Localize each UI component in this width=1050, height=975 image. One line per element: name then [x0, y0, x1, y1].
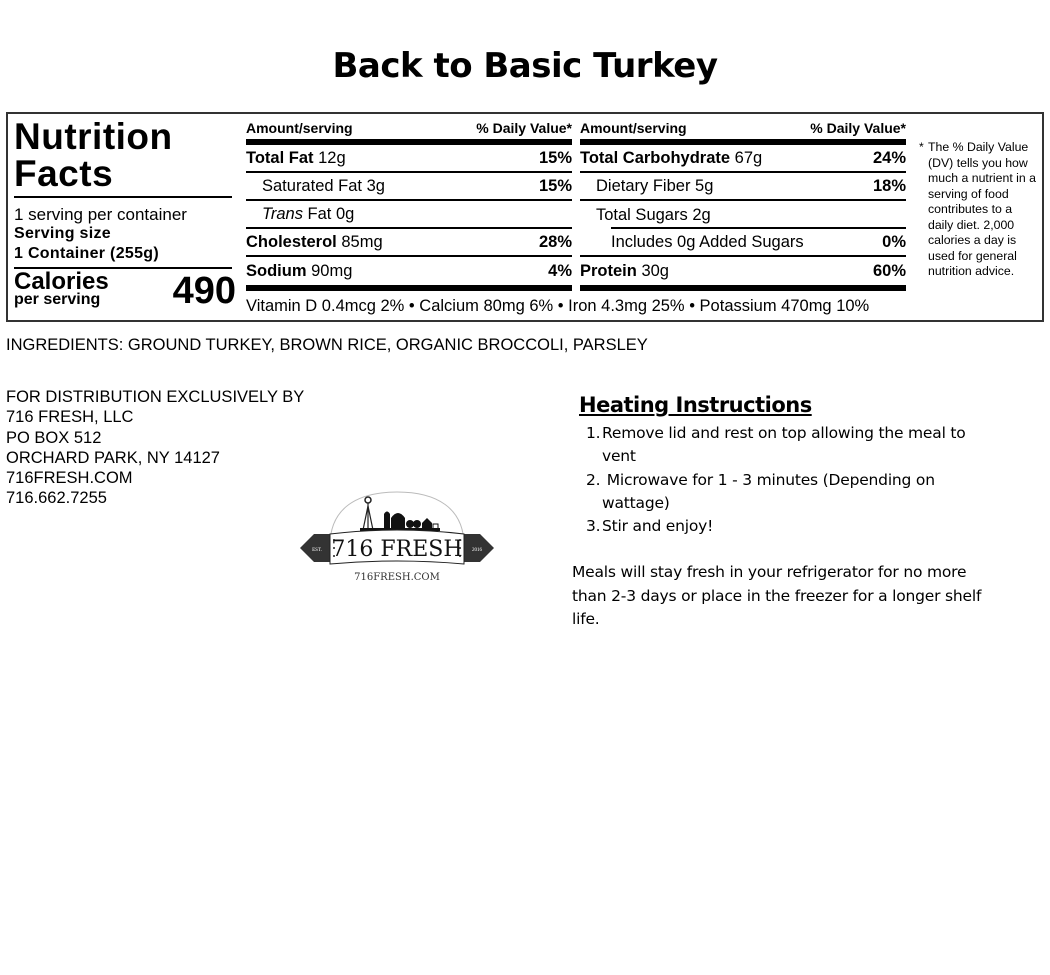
heating-instructions — [572, 390, 1002, 631]
calories-value: 490 — [172, 270, 236, 312]
step-text: Stir and enjoy! — [602, 517, 714, 536]
daily-value-footnote — [920, 140, 1040, 280]
nutrient-dv: 0% — [882, 232, 906, 251]
heating-step — [572, 469, 1002, 516]
step-text: Remove lid and rest on top allowing the meal to vent — [602, 424, 966, 466]
ingredients-list: INGREDIENTS: GROUND TURKEY, BROWN RICE, ORGANIC BROCCOLI, PARSLEY — [6, 336, 648, 354]
footnote-asterisk: * — [919, 140, 924, 154]
nutrient-column-right — [580, 120, 906, 291]
nutrient-name: Total Sugars — [596, 205, 688, 224]
nutrient-amount: 90mg — [311, 261, 353, 280]
nutrient-row-sodium — [246, 257, 572, 285]
amount-per-serving-header: Amount/serving — [580, 120, 687, 136]
nutrition-facts-summary — [14, 116, 236, 315]
nutrient-row-saturated-fat — [246, 173, 572, 201]
logo-est-left: EST. — [312, 548, 322, 553]
nutrient-dv: 15% — [538, 176, 572, 195]
distributor-city-state-zip: ORCHARD PARK, NY 14127 — [6, 448, 220, 467]
daily-value-header: % Daily Value* — [476, 120, 572, 136]
nutrient-row-protein — [580, 257, 906, 285]
nutrient-name: Sodium — [246, 261, 307, 280]
step-number: 3. — [586, 517, 601, 536]
divider — [14, 196, 232, 198]
nutrient-amount: 85mg — [341, 232, 383, 251]
step-number: 1. — [586, 424, 601, 442]
distributor-phone: 716.662.7255 — [6, 489, 107, 508]
nutrient-name: Total Fat — [246, 148, 314, 167]
step-text: Microwave for 1 - 3 minutes (Depending on wattage) — [602, 470, 935, 512]
logo-url-text: 716FRESH.COM — [354, 572, 440, 583]
nutrient-amount: 5g — [695, 176, 714, 195]
brand-logo — [300, 488, 494, 584]
nutrient-name: Includes 0g Added Sugars — [611, 232, 804, 251]
distributor-company: 716 FRESH, LLC — [6, 408, 134, 427]
distributor-website: 716FRESH.COM — [6, 469, 133, 488]
nutrient-name: Cholesterol — [246, 232, 337, 251]
servings-per-container: 1 serving per container — [14, 205, 187, 224]
heating-step — [572, 422, 1002, 469]
product-title: Back to Basic Turkey — [332, 46, 718, 86]
nutrient-dv: 4% — [548, 261, 572, 280]
nutrient-name: Protein — [580, 261, 637, 280]
heating-step — [572, 515, 1002, 538]
nutrition-facts-heading-line2: Facts — [14, 153, 114, 194]
nutrient-row-total-sugars — [580, 201, 906, 229]
nutrient-column-left — [246, 120, 572, 291]
nutrient-name: Saturated Fat — [262, 176, 362, 195]
thick-divider — [246, 285, 572, 291]
nutrient-amount: 12g — [318, 148, 346, 167]
logo-brand-text: 716 FRESH — [331, 537, 463, 562]
nutrient-row-total-carbohydrate — [580, 145, 906, 173]
column-header — [246, 120, 572, 136]
column-header — [580, 120, 906, 136]
nutrient-amount: 2g — [692, 205, 711, 224]
vitamins-minerals-line: Vitamin D 0.4mcg 2% • Calcium 80mg 6% • Iron 4.3mg 25% • Potassium 470mg 10% — [246, 297, 870, 315]
nutrient-name: Dietary Fiber — [596, 176, 691, 195]
logo-est-right: 2016 — [472, 548, 482, 553]
footnote-text: The % Daily Value (DV) tells you how much a nutrient in a serving of food contributes to a daily diet. 2,000 calories a day is used for general nutrition advice. — [928, 140, 1037, 278]
nutrient-row-trans-fat — [246, 201, 572, 229]
nutrient-amount: 30g — [641, 261, 669, 280]
distributor-line: FOR DISTRIBUTION EXCLUSIVELY BY — [6, 388, 305, 406]
nutrient-row-dietary-fiber — [580, 173, 906, 201]
nutrition-facts-label — [6, 112, 1044, 322]
nutrient-name-rest: Fat — [307, 204, 332, 223]
calories-block — [14, 268, 236, 315]
nutrient-dv: 60% — [872, 261, 906, 280]
step-number: 2. — [586, 470, 601, 489]
heating-steps-list — [572, 422, 1002, 538]
heating-instructions-title: Heating Instructions — [579, 393, 812, 417]
farm-logo-icon — [300, 488, 494, 584]
calories-label: Calories — [14, 268, 109, 295]
nutrient-row-added-sugars — [580, 229, 906, 257]
distributor-po-box: PO BOX 512 — [6, 428, 102, 447]
calories-sublabel: per serving — [14, 291, 101, 308]
nutrient-dv: 28% — [538, 232, 572, 251]
nutrient-name: Total Carbohydrate — [580, 148, 731, 167]
thick-divider — [580, 285, 906, 291]
nutrient-amount: 67g — [734, 148, 763, 167]
storage-note: Meals will stay fresh in your refrigerator for no more than 2-3 days or place in the freezer for a longer shelf life. — [572, 563, 982, 629]
amount-per-serving-header: Amount/serving — [246, 120, 353, 136]
nutrient-row-cholesterol — [246, 229, 572, 257]
nutrition-facts-heading-line1: Nutrition — [14, 116, 173, 157]
nutrient-amount: 3g — [366, 176, 385, 195]
nutrient-row-total-fat — [246, 145, 572, 173]
nutrient-dv: 18% — [872, 176, 906, 195]
nutrient-dv: 15% — [538, 148, 572, 167]
daily-value-header: % Daily Value* — [810, 120, 906, 136]
serving-size-label: Serving size — [14, 225, 111, 242]
nutrient-dv: 24% — [872, 148, 906, 167]
distributor-info — [6, 387, 304, 509]
nutrient-name: Trans — [262, 204, 303, 223]
nutrient-amount: 0g — [335, 204, 355, 223]
serving-size-value: 1 Container (255g) — [14, 245, 159, 262]
